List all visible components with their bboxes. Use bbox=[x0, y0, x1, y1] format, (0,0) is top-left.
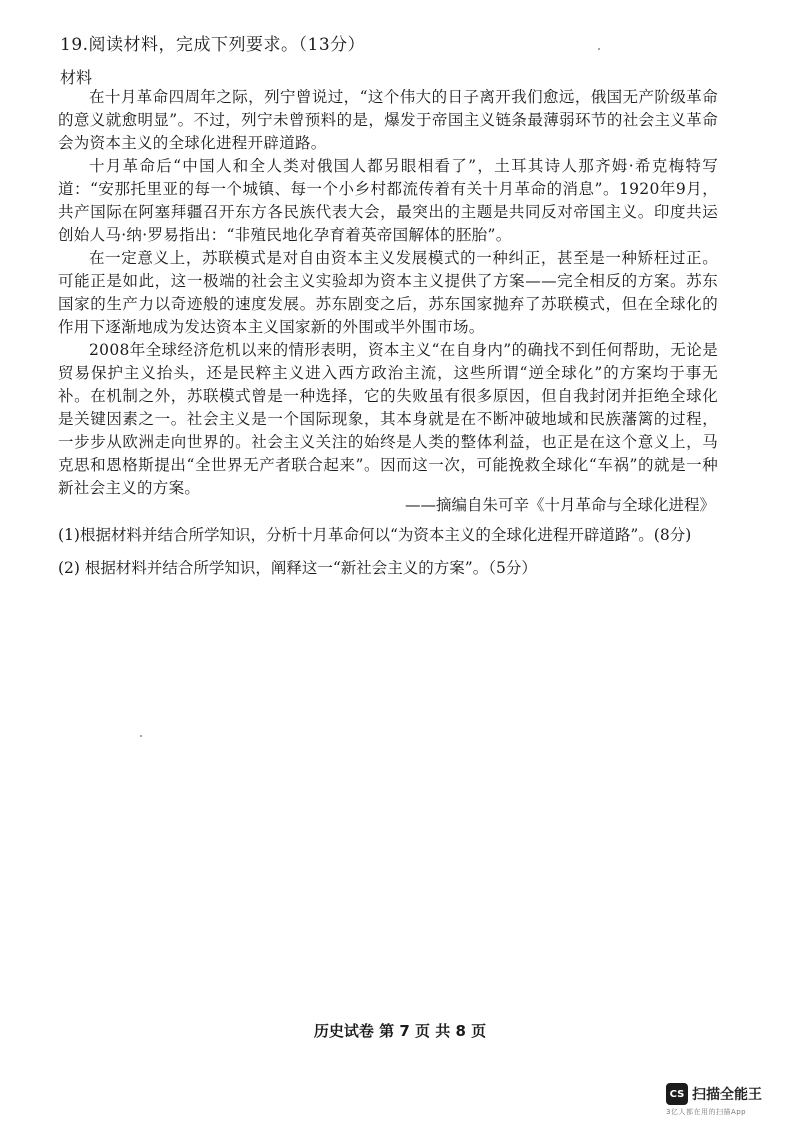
passage-paragraph-3: 在一定意义上，苏联模式是对自由资本主义发展模式的一种纠正，甚至是一种矫枉过正。可能正是如此，这一极端的社会主义实验却为资本主义提供了方案——完全相反的方案。苏东国家的生产力以奇迹般的速度发展。苏东剧变之后，苏东国家抛弃了苏联模式，但在全球化的作用下逐渐地成为发达资本主义国家新的外围或半外围市场。 bbox=[58, 249, 718, 336]
sub-question-2: (2) 根据材料并结合所学知识，阐释这一“新社会主义的方案”。（5分） bbox=[58, 559, 537, 577]
scan-speck bbox=[140, 735, 142, 737]
material-source: ——摘编自朱可辛《十月革命与全球化进程》 bbox=[404, 496, 715, 514]
passage-paragraph-1: 在十月革命四周年之际，列宁曾说过，“这个伟大的日子离开我们愈远，俄国无产阶级革命的意义就愈明显”。不过，列宁未曾预料的是，爆发于帝国主义链条最薄弱环节的社会主义革命会为资本主义的全球化进程开辟道路。 bbox=[58, 88, 718, 152]
material-passage bbox=[58, 86, 718, 500]
scanner-watermark bbox=[666, 1083, 786, 1117]
watermark-tagline: 3亿人都在用的扫描App bbox=[666, 1108, 747, 1116]
question-title: 19.阅读材料，完成下列要求。（13分） bbox=[60, 35, 366, 55]
passage-paragraph-2: 十月革命后“中国人和全人类对俄国人都另眼相看了”，土耳其诗人那齐姆·希克梅特写道：“安那托里亚的每一个城镇、每一个小乡村都流传着有关十月革命的消息”。1920年9月，共产国际在阿塞拜疆召开东方各民族代表大会，最突出的主题是共同反对帝国主义。印度共运创始人马·纳·罗易指出：“非殖民地化孕育着英帝国解体的胚胎”。 bbox=[58, 157, 718, 244]
camscanner-logo-icon: CS bbox=[666, 1083, 688, 1105]
material-label: 材料 bbox=[60, 68, 93, 87]
sub-questions bbox=[58, 523, 728, 580]
scan-speck bbox=[598, 48, 600, 50]
sub-question-1: (1)根据材料并结合所学知识，分析十月革命何以“为资本主义的全球化进程开辟道路”。(8分) bbox=[58, 526, 692, 544]
passage-paragraph-4: 2008年全球经济危机以来的情形表明，资本主义“在自身内”的确找不到任何帮助，无论是贸易保护主义抬头，还是民粹主义进入西方政治主流，这些所谓“逆全球化”的方案均于事无补。在机制之外，苏联模式曾是一种选择，它的失败虽有很多原因，但自我封闭并拒绝全球化是关键因素之一。社会主义是一个国际现象，其本身就是在不断冲破地域和民族藩篱的过程，一步步从欧洲走向世界的。社会主义关注的始终是人类的整体利益，也正是在这个意义上，马克思和恩格斯提出“全世界无产者联合起来”。因而这一次，可能挽救全球化“车祸”的就是一种新社会主义的方案。 bbox=[58, 341, 718, 497]
page-footer: 历史试卷 第 7 页 共 8 页 bbox=[313, 1022, 487, 1040]
watermark-app-name: 扫描全能王 bbox=[692, 1087, 762, 1103]
